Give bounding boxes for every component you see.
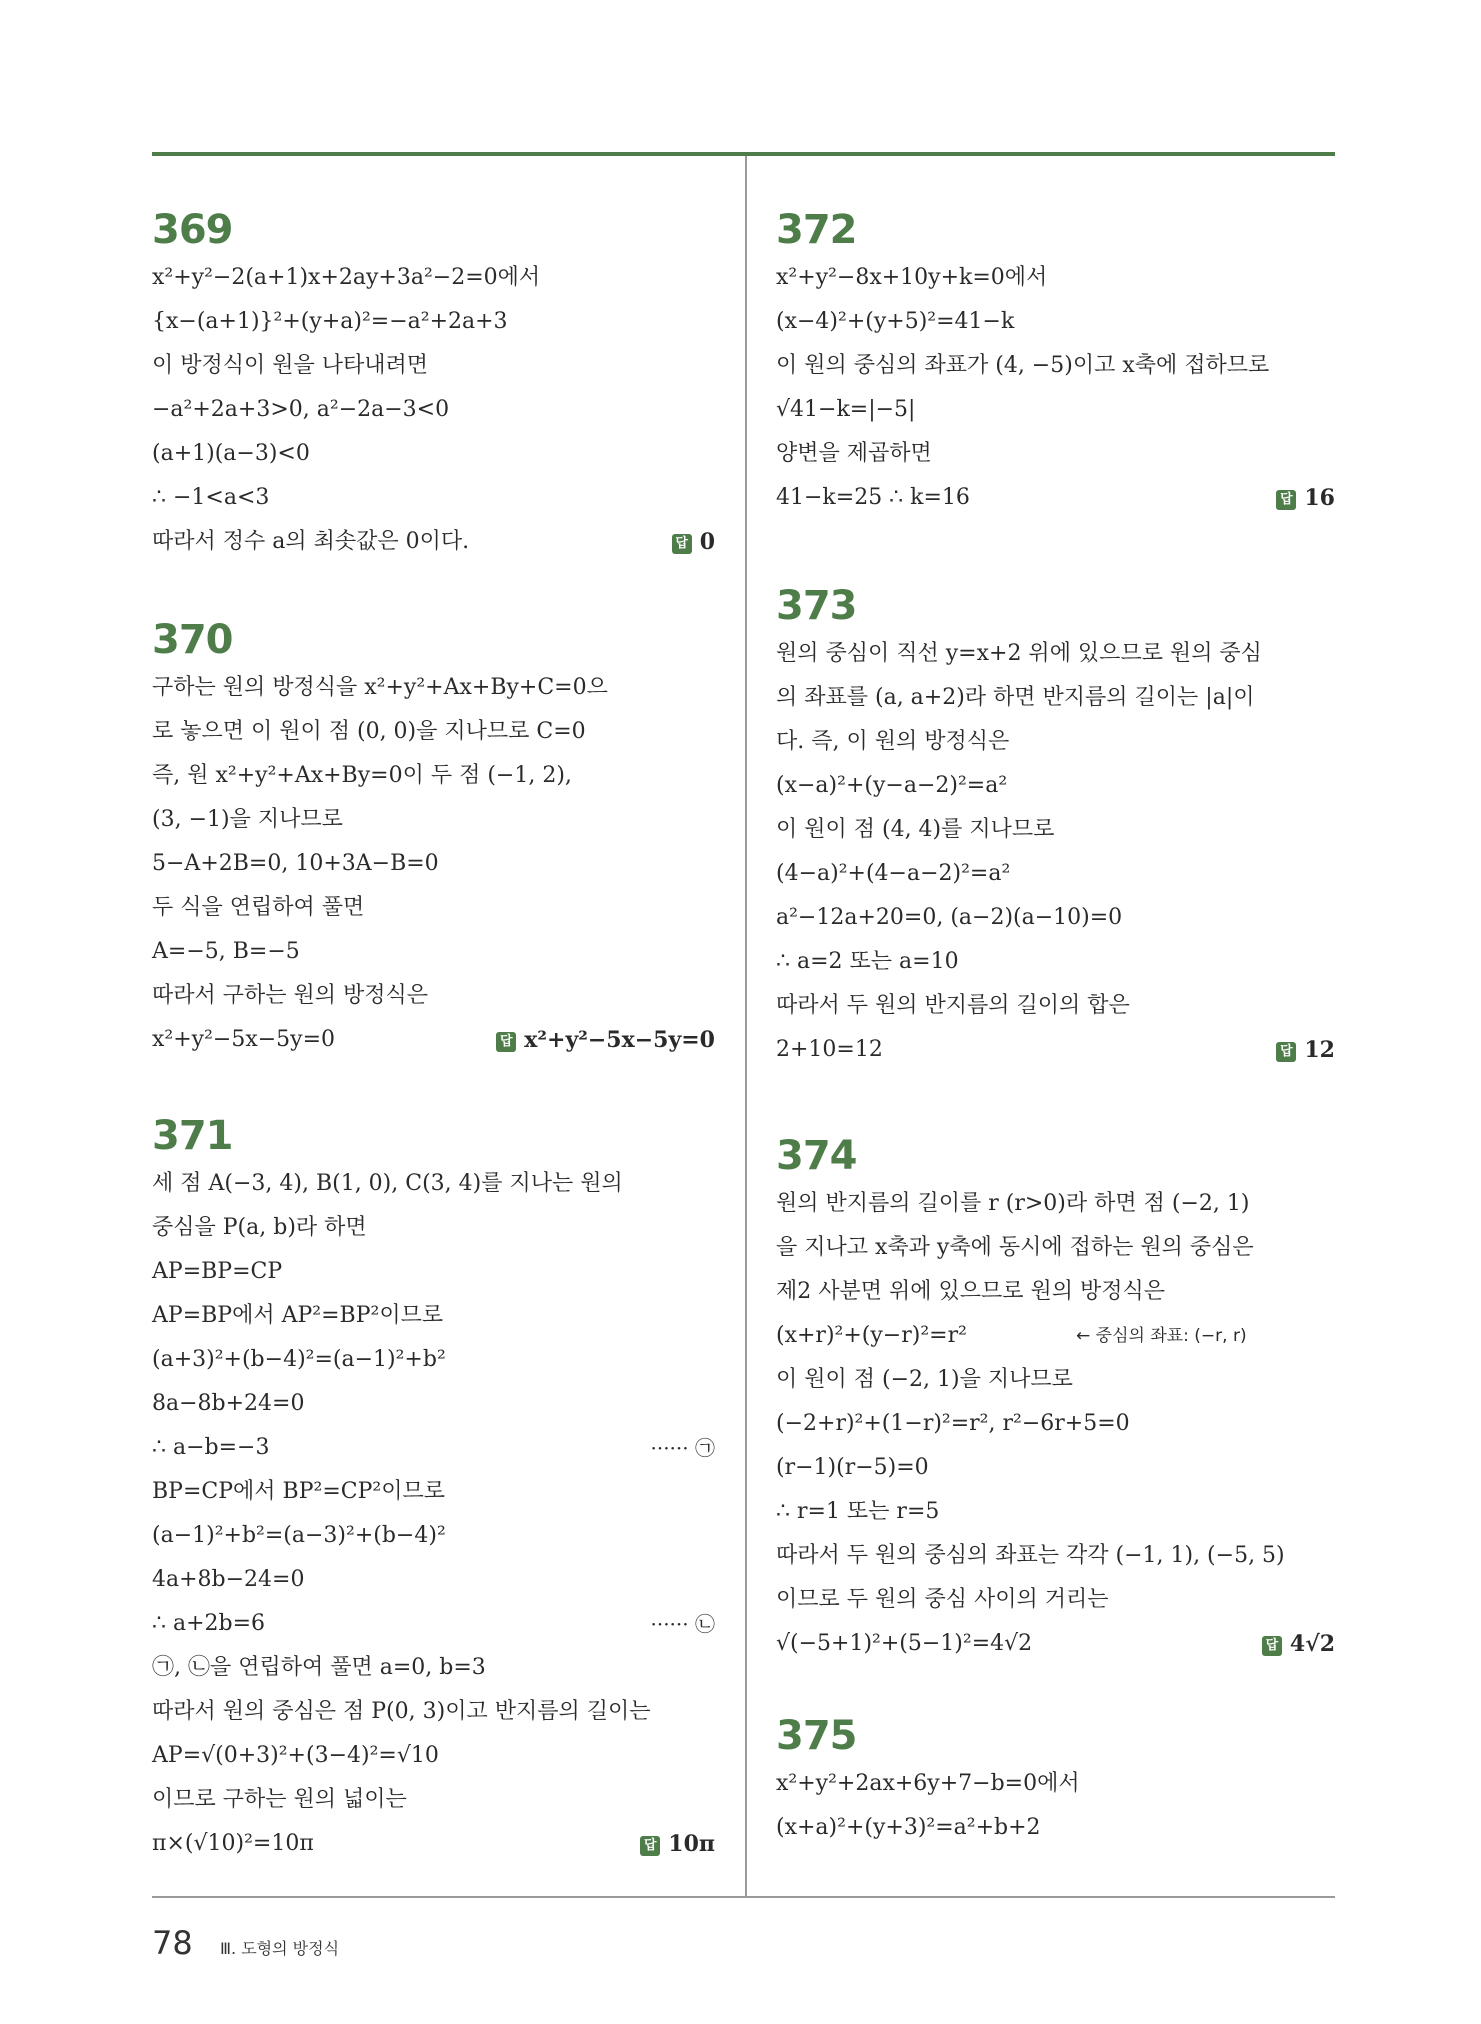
- solution-line: 따라서 두 원의 중심의 좌표는 각각 (−1, 1), (−5, 5): [776, 1543, 1285, 1568]
- solution-line: ∴ a=2 또는 a=10: [776, 949, 959, 974]
- answer: 답 4√2: [1262, 1622, 1335, 1666]
- solution-line: x²+y²−8x+10y+k=0에서: [776, 265, 1048, 290]
- solution-line: (4−a)²+(4−a−2)²=a²: [776, 861, 1011, 886]
- solution-line: √(−5+1)²+(5−1)²=4√2 답 4√2: [776, 1622, 1335, 1666]
- side-note: ← 중심의 좌표: (−r, r): [1076, 1326, 1247, 1346]
- solution-line: 원의 중심이 직선 y=x+2 위에 있으므로 원의 중심: [776, 641, 1262, 666]
- solution-line: x²+y²−5x−5y=0 답 x²+y²−5x−5y=0: [152, 1018, 715, 1062]
- problem-number: 370: [152, 617, 233, 663]
- solution-line: 4a+8b−24=0: [152, 1567, 305, 1592]
- problem-number: 371: [152, 1113, 233, 1159]
- solution-line: 제2 사분면 위에 있으므로 원의 방정식은: [776, 1279, 1165, 1304]
- solution-line: 의 좌표를 (a, a+2)라 하면 반지름의 길이는 |a|이: [776, 685, 1255, 710]
- solution-line: 이 원의 중심의 좌표가 (4, −5)이고 x축에 접하므로: [776, 353, 1270, 378]
- page-number: 78: [152, 1924, 193, 1962]
- solution-line: (x−a)²+(y−a−2)²=a²: [776, 773, 1008, 798]
- solution-line: ∴ r=1 또는 r=5: [776, 1499, 940, 1524]
- problem-374: [776, 1130, 1335, 1666]
- answer-icon: 답: [1276, 1042, 1296, 1062]
- answer-icon: 답: [1262, 1636, 1282, 1656]
- answer: 답 10π: [640, 1822, 715, 1866]
- solution-line: 로 놓으면 이 원이 점 (0, 0)을 지나므로 C=0: [152, 719, 586, 744]
- solution-line: (−2+r)²+(1−r)²=r², r²−6r+5=0: [776, 1411, 1130, 1436]
- answer: 답 x²+y²−5x−5y=0: [496, 1018, 715, 1062]
- answer-icon: 답: [672, 534, 692, 554]
- solution-line: 이 원이 점 (−2, 1)을 지나므로: [776, 1367, 1073, 1392]
- answer-icon: 답: [640, 1836, 660, 1856]
- problem-375: [776, 1710, 1335, 1850]
- solution-line: ㉠, ㉡을 연립하여 풀면 a=0, b=3: [152, 1655, 486, 1680]
- solution-line: 5−A+2B=0, 10+3A−B=0: [152, 851, 439, 876]
- solution-line: AP=√(0+3)²+(3−4)²=√10: [152, 1743, 439, 1768]
- solution-line: BP=CP에서 BP²=CP²이므로: [152, 1479, 445, 1504]
- solution-line: π×(√10)²=10π 답 10π: [152, 1822, 715, 1866]
- solution-line: 중심을 P(a, b)라 하면: [152, 1215, 367, 1240]
- solution-line: ∴ −1<a<3: [152, 485, 270, 510]
- solution-line: 이므로 두 원의 중심 사이의 거리는: [776, 1587, 1109, 1612]
- solution-line: (x+r)²+(y−r)²=r² ← 중심의 좌표: (−r, r): [776, 1314, 1335, 1358]
- solution-line: 2+10=12 답 12: [776, 1028, 1335, 1072]
- problem-372: [776, 204, 1335, 520]
- solution-line: 두 식을 연립하여 풀면: [152, 895, 365, 920]
- solution-line: 원의 반지름의 길이를 r (r>0)라 하면 점 (−2, 1): [776, 1191, 1250, 1216]
- answer: 답 12: [1276, 1028, 1335, 1072]
- solution-line: 을 지나고 x축과 y축에 동시에 접하는 원의 중심은: [776, 1235, 1254, 1260]
- solution-line: √41−k=|−5|: [776, 397, 916, 422]
- problem-369: [152, 204, 715, 564]
- solution-line: AP=BP에서 AP²=BP²이므로: [152, 1303, 444, 1328]
- answer: 답 16: [1276, 476, 1335, 520]
- solution-line: ∴ a+2b=6 ······ ㉡: [152, 1602, 715, 1646]
- solution-line: (a+3)²+(b−4)²=(a−1)²+b²: [152, 1347, 446, 1372]
- solution-line: A=−5, B=−5: [152, 939, 300, 964]
- problem-number: 373: [776, 583, 857, 629]
- answer-icon: 답: [1276, 490, 1296, 510]
- solution-line: 따라서 구하는 원의 방정식은: [152, 983, 429, 1008]
- bottom-rule: [152, 1896, 1335, 1898]
- solution-line: (3, −1)을 지나므로: [152, 807, 343, 832]
- solution-line: 양변을 제곱하면: [776, 441, 932, 466]
- solution-line: 따라서 두 원의 반지름의 길이의 합은: [776, 993, 1130, 1018]
- problem-number: 372: [776, 207, 857, 253]
- solution-line: a²−12a+20=0, (a−2)(a−10)=0: [776, 905, 1123, 930]
- solution-line: 따라서 정수 a의 최솟값은 0이다. 답 0: [152, 520, 715, 564]
- problem-370: [152, 614, 715, 1062]
- solution-line: 즉, 원 x²+y²+Ax+By=0이 두 점 (−1, 2),: [152, 763, 572, 788]
- solution-line: ∴ a−b=−3 ······ ㉠: [152, 1426, 715, 1470]
- solution-line: (x−4)²+(y+5)²=41−k: [776, 309, 1015, 334]
- chapter-title: Ⅲ. 도형의 방정식: [220, 1939, 340, 1958]
- problem-number: 375: [776, 1713, 857, 1759]
- solution-line: (a+1)(a−3)<0: [152, 441, 310, 466]
- solution-line: 다. 즉, 이 원의 방정식은: [776, 729, 1010, 754]
- solution-line: x²+y²−2(a+1)x+2ay+3a²−2=0에서: [152, 265, 541, 290]
- solution-line: 구하는 원의 방정식을 x²+y²+Ax+By+C=0으: [152, 675, 608, 700]
- column-divider: [745, 156, 747, 1898]
- solution-line: 세 점 A(−3, 4), B(1, 0), C(3, 4)를 지나는 원의: [152, 1171, 623, 1196]
- solution-line: (x+a)²+(y+3)²=a²+b+2: [776, 1815, 1041, 1840]
- solution-line: (r−1)(r−5)=0: [776, 1455, 929, 1480]
- equation-marker: ······ ㉡: [650, 1612, 715, 1636]
- solution-line: 41−k=25 ∴ k=16 답 16: [776, 476, 1335, 520]
- problem-371: [152, 1110, 715, 1866]
- equation-marker: ······ ㉠: [650, 1436, 715, 1460]
- solution-line: 따라서 원의 중심은 점 P(0, 3)이고 반지름의 길이는: [152, 1699, 651, 1724]
- solution-line: 8a−8b+24=0: [152, 1391, 305, 1416]
- solution-line: {x−(a+1)}²+(y+a)²=−a²+2a+3: [152, 309, 508, 334]
- problem-number: 374: [776, 1133, 857, 1179]
- answer: 답 0: [672, 520, 715, 564]
- solution-line: 이므로 구하는 원의 넓이는: [152, 1787, 407, 1812]
- solution-line: (a−1)²+b²=(a−3)²+(b−4)²: [152, 1523, 446, 1548]
- solution-line: AP=BP=CP: [152, 1259, 283, 1284]
- answer-icon: 답: [496, 1032, 516, 1052]
- problem-373: [776, 580, 1335, 1072]
- solution-line: −a²+2a+3>0, a²−2a−3<0: [152, 397, 450, 422]
- top-rule: [152, 152, 1335, 156]
- solution-line: 이 원이 점 (4, 4)를 지나므로: [776, 817, 1055, 842]
- solution-line: 이 방정식이 원을 나타내려면: [152, 353, 429, 378]
- solution-line: x²+y²+2ax+6y+7−b=0에서: [776, 1771, 1080, 1796]
- problem-number: 369: [152, 207, 233, 253]
